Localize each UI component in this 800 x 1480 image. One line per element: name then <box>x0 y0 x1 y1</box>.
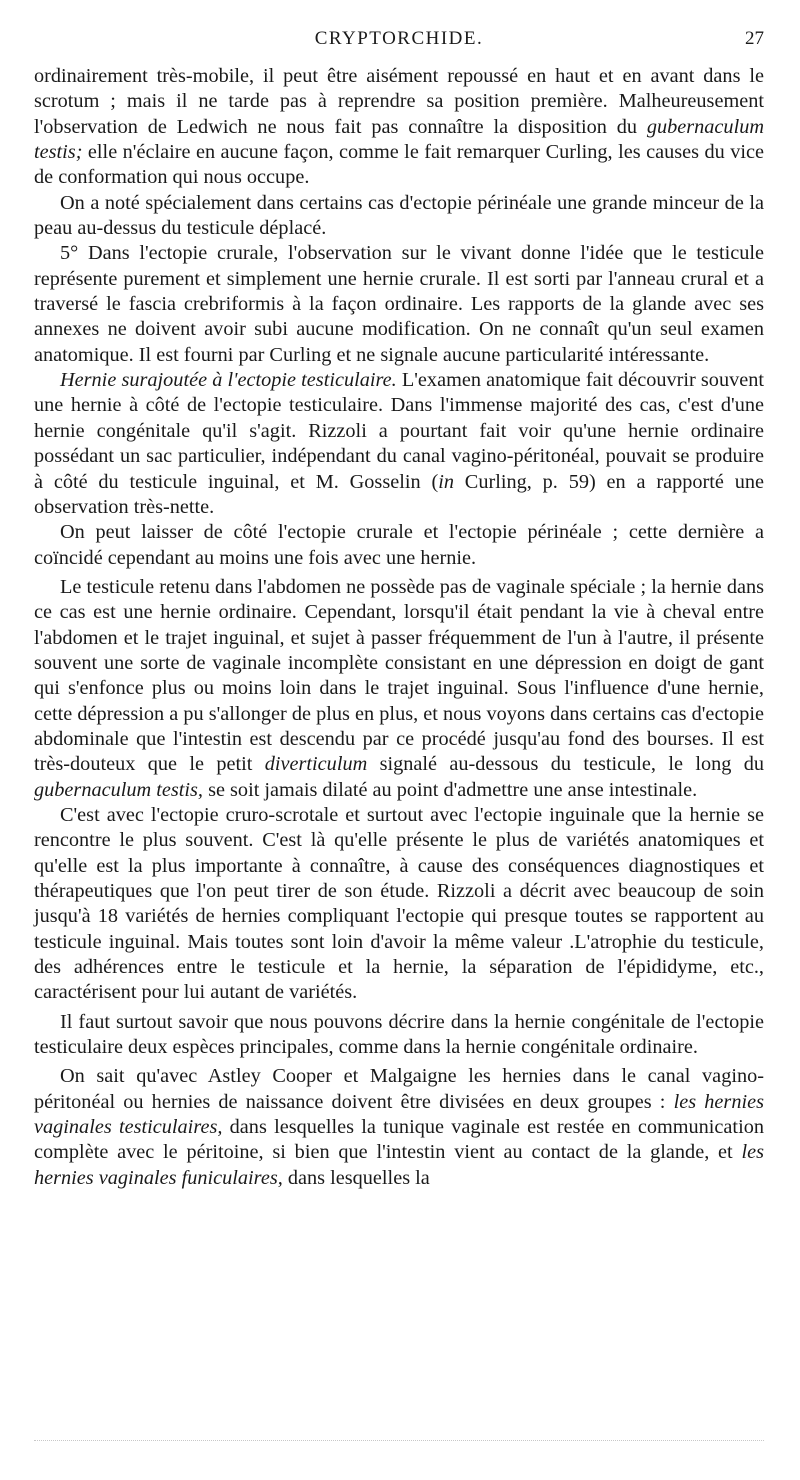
paragraph <box>34 1064 764 1191</box>
italic-text: gubernaculum testis; <box>34 115 764 164</box>
italic-text: diverticulum <box>264 753 368 776</box>
paragraph <box>34 64 764 191</box>
paragraph <box>34 575 764 803</box>
page-header <box>34 28 764 58</box>
text-segment: L'examen anatomique fait découvrir souvent une hernie à côté de l'ectopie testiculaire. Dans l'immense majorité des cas, c'est d'une hernie congénitale qu'il s'agit. Rizzoli a pourtant fait voir qu'une hernie ordinaire possédant un sac particulier, indépendant du canal vagino-péritonéal, pouvait se produire à côté du testicule inguinal, et M. Gosselin ( <box>34 369 765 493</box>
text-segment: ordinairement très-mobile, il peut être aisément repoussé en haut et en avant dans le scrotum ; mais il ne tarde pas à reprendre sa position première. Malheureusement l'observation de Ledwich ne nous fait pas connaître la disposition du <box>34 65 764 138</box>
paragraph <box>34 520 764 571</box>
text-segment: Curling, p. 59) en a rapporté une observation très-nette. <box>34 470 764 518</box>
paragraph <box>34 191 764 242</box>
italic-text: in <box>438 470 454 493</box>
footer-rule <box>34 1440 764 1441</box>
text-segment: C'est avec l'ectopie cruro-scrotale et surtout avec l'ectopie inguinale que la hernie se rencontre le plus souvent. C'est là qu'elle présente le plus de variétés anatomiques et qu'elle est la plus importante à connaître, à cause des conséquences diagnostiques et thérapeutiques que l'on peut tirer de son étude. Rizzoli a décrit avec beaucoup de soin jusqu'à 18 variétés de hernies compliquant l'ectopie qui presque toutes se rapportent au testicule inguinal. Mais toutes sont loin d'avoir la même valeur .L'atrophie du testicule, des adhérences entre le testicule et la hernie, la séparation de l'épididyme, etc., caractérisent pour lui autant de variétés. <box>34 803 764 1004</box>
text-segment: dans lesquelles la <box>282 1166 430 1189</box>
text-segment: dans lesquelles la tunique vaginale est restée en communication complète avec le péritoine, si bien que l'intestin vient au contact de la glande, et <box>34 1116 764 1164</box>
text-segment: 5° Dans l'ectopie crurale, l'observation sur le vivant donne l'idée que le testicule représente purement et simplement une hernie crurale. Il est sorti par l'anneau crural et a traversé le fascia crebriformis à la façon ordinaire. Les rapports de la glande avec ses annexes ne doivent avoir subi aucune modification. On ne connaît qu'un seul examen anatomique. Il est fourni par Curling et ne signale aucune particularité intéressante. <box>34 242 764 366</box>
running-title: CRYPTORCHIDE. <box>314 28 484 49</box>
italic-text: les hernies vaginales funiculaires, <box>34 1141 764 1189</box>
text-segment: On sait qu'avec Astley Cooper et Malgaigne les hernies dans le canal vagino-péritonéal ou hernies de naissance doivent être divisées en deux groupes : <box>34 1065 764 1113</box>
page-number: 27 <box>745 28 764 49</box>
paragraph <box>34 368 764 520</box>
italic-text: gubernaculum testis, <box>34 778 203 801</box>
paragraph <box>34 1010 764 1061</box>
text-segment: Le testicule retenu dans l'abdomen ne possède pas de vaginale spéciale ; la hernie dans ce cas est une hernie ordinaire. Cependant, lorsqu'il était pendant la vie à cheval entre l'abdomen et le trajet inguinal, et sujet à passer fréquemment de l'un à l'autre, il présente souvent une sorte de vaginale incomplète consistant en une dépression en doigt de gant qui s'enfonce plus ou moins loin dans le trajet inguinal. Sous l'influence d'une hernie, cette dépression a pu s'allonger de plus en plus, et nous voyons dans certains cas d'ectopie abdominale que l'intestin est descendu par ce procédé jusqu'au fond des bourses. Il est très-douteux que le petit <box>34 575 764 776</box>
text-segment: On a noté spécialement dans certains cas d'ectopie périnéale une grande minceur de la peau au-dessus du testicule déplacé. <box>34 191 764 240</box>
italic-text: Hernie surajoutée à l'ectopie testiculaire. <box>60 369 397 392</box>
text-segment: On peut laisser de côté l'ectopie crurale et l'ectopie périnéale ; cette dernière a coïncidé cependant au moins une fois avec une hernie. <box>34 521 764 569</box>
body-text <box>34 64 764 1191</box>
paragraph <box>34 803 764 1006</box>
text-segment: elle n'éclaire en aucune façon, comme le fait remarquer Curling, les causes du vice de conformation qui nous occupe. <box>34 141 764 189</box>
text-segment: Il faut surtout savoir que nous pouvons décrire dans la hernie congénitale de l'ectopie testiculaire deux espèces principales, comme dans la hernie congénitale ordinaire. <box>34 1010 764 1059</box>
italic-text: les hernies vaginales testiculaires, <box>34 1090 764 1139</box>
text-segment: signalé au-dessous du testicule, le long du <box>367 753 765 776</box>
text-segment: se soit jamais dilaté au point d'admettre une anse intestinale. <box>203 778 698 801</box>
paragraph <box>34 241 764 368</box>
